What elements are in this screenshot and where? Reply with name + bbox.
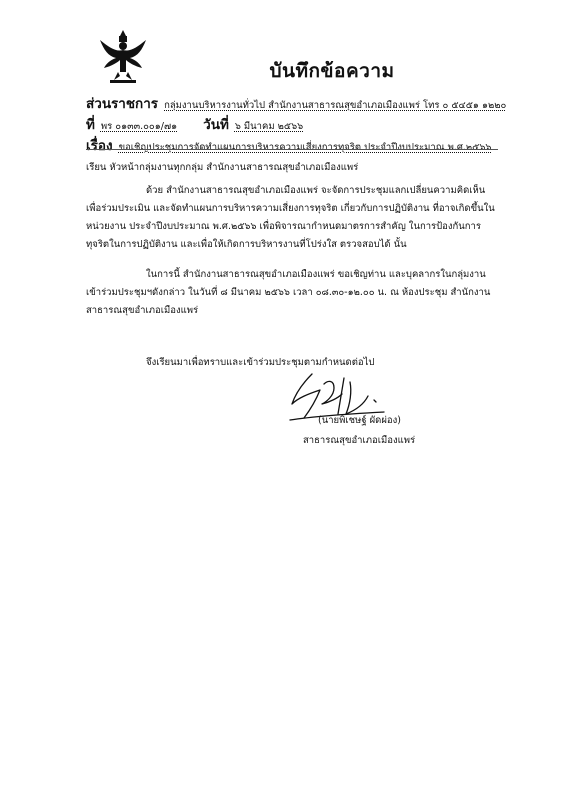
- department-row: [86, 92, 506, 114]
- signer-name: (นายพิเชษฐ์ ผัดผ่อง): [318, 415, 401, 426]
- closing-line: จึงเรียนมาเพื่อทราบและเข้าร่วมประชุมตามกำหนดต่อไป: [146, 357, 375, 368]
- header-divider: [86, 149, 498, 150]
- department-value: กลุ่มงานบริหารงานทั่วไป สำนักงานสาธารณสุขอำเภอเมืองแพร่ โทร ๐ ๕๔๕๑ ๑๒๒๐: [164, 100, 507, 111]
- garuda-emblem-icon: [96, 28, 150, 84]
- subject-label: เรื่อง: [86, 138, 113, 154]
- salutation: เรียน หัวหน้ากลุ่มงานทุกกลุ่ม สำนักงานสาธารณสุขอำเภอเมืองแพร่: [86, 162, 359, 173]
- body-paragraph-2: ในการนี้ สำนักงานสาธารณสุขอำเภอเมืองแพร่ ขอเชิญท่าน และบุคลากรในกลุ่มงานเข้าร่วมประชุมฯดังกล่าว ในวันที่ ๘ มีนาคม ๒๕๖๖ เวลา ๐๘.๓๐-๑๒.๐๐ น. ณ ห้องประชุม สำนักงานสาธารณสุขอำเภอเมืองแพร่: [86, 269, 491, 316]
- subject-value: ขอเชิญประชุมการจัดทำแผนการบริหารความเสี่ยงการทุจริต ประจำปีงบประมาณ พ.ศ.๒๕๖๖: [118, 142, 492, 153]
- reference-label: ที่: [86, 117, 95, 133]
- subject-row: [86, 134, 491, 156]
- department-label: ส่วนราชการ: [86, 96, 159, 112]
- reference-number: พร ๐๑๓๓.๐๐๑/๗๑: [100, 121, 178, 132]
- reference-row: [86, 113, 303, 135]
- memo-title: บันทึกข้อความ: [269, 60, 395, 82]
- signer-position: สาธารณสุขอำเภอเมืองแพร่: [303, 435, 416, 446]
- date-value: ๖ มีนาคม ๒๕๖๖: [234, 121, 304, 132]
- date-label: วันที่: [203, 117, 229, 133]
- body-paragraph-1: ด้วย สำนักงานสาธารณสุขอำเภอเมืองแพร่ จะจัดการประชุมแลกเปลี่ยนความคิดเห็น เพื่อร่วมประเมิน และจัดทำแผนการบริหารความเสี่ยงการทุจริต เกี่ยวกับการปฏิบัติงาน ที่อาจเกิดขึ้นในหน่วยงาน ประจำปีงบประมาณ พ.ศ.๒๕๖๖ เพื่อพิจารณากำหนดมาตรการสำคัญ ในการป้องกันการทุจริตในการปฏิบัติงาน และเพื่อให้เกิดการบริหารงานที่โปร่งใส ตรวจสอบได้ นั้น: [86, 185, 495, 250]
